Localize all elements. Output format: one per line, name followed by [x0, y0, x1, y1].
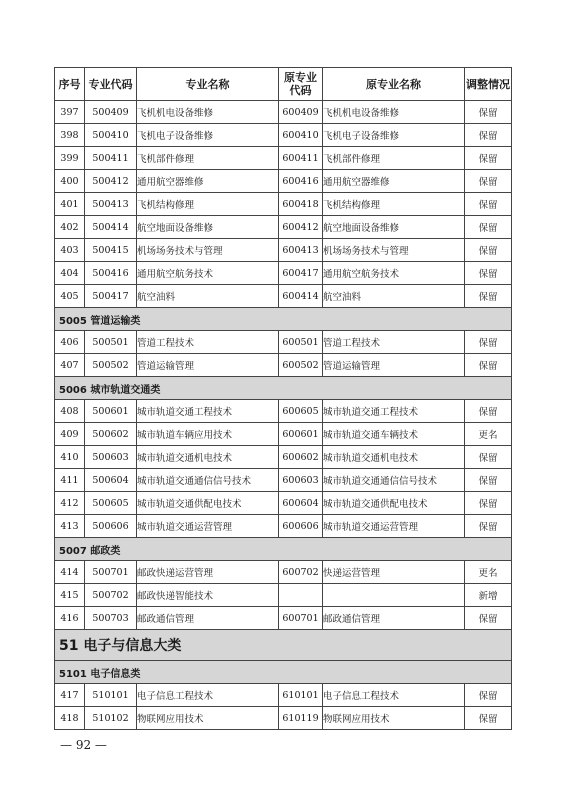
seq-cell: 400: [55, 170, 85, 193]
orig-code-cell: 600417: [279, 262, 323, 285]
status-cell: 保留: [465, 216, 512, 239]
table-row: [55, 170, 512, 193]
category-header-row: [55, 630, 512, 661]
code-cell: 500501: [85, 331, 137, 354]
name-cell: 电子信息工程技术: [137, 684, 279, 707]
table-row: [55, 423, 512, 446]
name-cell: 飞机机电设备维修: [137, 101, 279, 124]
orig-code-cell: 600414: [279, 285, 323, 308]
status-cell: 更名: [465, 561, 512, 584]
status-cell: 保留: [465, 469, 512, 492]
seq-cell: 416: [55, 607, 85, 630]
code-cell: 500702: [85, 584, 137, 607]
name-cell: 飞机部件修理: [137, 147, 279, 170]
code-cell: 500601: [85, 400, 137, 423]
code-cell: 500604: [85, 469, 137, 492]
seq-cell: 403: [55, 239, 85, 262]
status-cell: 保留: [465, 707, 512, 730]
orig-name-cell: [323, 584, 465, 607]
name-cell: 城市轨道交通工程技术: [137, 400, 279, 423]
seq-cell: 417: [55, 684, 85, 707]
status-cell: 保留: [465, 331, 512, 354]
name-cell: 管道工程技术: [137, 331, 279, 354]
status-cell: 保留: [465, 193, 512, 216]
code-cell: 500411: [85, 147, 137, 170]
section-title: 5101 电子信息类: [55, 661, 512, 684]
table-row: [55, 446, 512, 469]
orig-name-cell: 飞机机电设备维修: [323, 101, 465, 124]
name-cell: 飞机电子设备维修: [137, 124, 279, 147]
seq-cell: 410: [55, 446, 85, 469]
name-cell: 城市轨道交通机电技术: [137, 446, 279, 469]
subcategory-header-row: [55, 538, 512, 561]
code-cell: 500410: [85, 124, 137, 147]
orig-name-cell: 电子信息工程技术: [323, 684, 465, 707]
orig-code-cell: 600603: [279, 469, 323, 492]
code-cell: 500409: [85, 101, 137, 124]
section-title: 5006 城市轨道交通类: [55, 377, 512, 400]
orig-name-cell: 飞机结构修理: [323, 193, 465, 216]
orig-name-cell: 城市轨道交通运营管理: [323, 515, 465, 538]
table-row: [55, 584, 512, 607]
table-body: [55, 101, 512, 730]
seq-cell: 411: [55, 469, 85, 492]
table-row: [55, 354, 512, 377]
status-cell: 保留: [465, 515, 512, 538]
page-number: — 92 —: [60, 738, 107, 752]
status-cell: 保留: [465, 400, 512, 423]
orig-code-cell: 610119: [279, 707, 323, 730]
code-cell: 500701: [85, 561, 137, 584]
code-cell: 500602: [85, 423, 137, 446]
name-cell: 航空油料: [137, 285, 279, 308]
code-cell: 510101: [85, 684, 137, 707]
status-cell: 保留: [465, 239, 512, 262]
orig-name-cell: 快递运营管理: [323, 561, 465, 584]
table-header-row: [55, 68, 512, 101]
section-title: 5007 邮政类: [55, 538, 512, 561]
table-row: [55, 469, 512, 492]
orig-name-cell: 城市轨道交通工程技术: [323, 400, 465, 423]
table-row: [55, 400, 512, 423]
seq-cell: 399: [55, 147, 85, 170]
code-cell: 510102: [85, 707, 137, 730]
name-cell: 通用航空航务技术: [137, 262, 279, 285]
orig-code-cell: 600702: [279, 561, 323, 584]
orig-code-cell: 600605: [279, 400, 323, 423]
header-name: 专业名称: [137, 68, 279, 101]
orig-code-cell: 600602: [279, 446, 323, 469]
orig-code-cell: 600410: [279, 124, 323, 147]
code-cell: 500417: [85, 285, 137, 308]
orig-code-cell: 600411: [279, 147, 323, 170]
orig-code-cell: 600601: [279, 423, 323, 446]
header-orig-name: 原专业名称: [323, 68, 465, 101]
code-cell: 500416: [85, 262, 137, 285]
seq-cell: 408: [55, 400, 85, 423]
orig-code-cell: 600412: [279, 216, 323, 239]
seq-cell: 409: [55, 423, 85, 446]
table-row: [55, 147, 512, 170]
orig-code-cell: 600501: [279, 331, 323, 354]
orig-name-cell: 城市轨道交通机电技术: [323, 446, 465, 469]
table-row: [55, 262, 512, 285]
code-cell: 500603: [85, 446, 137, 469]
seq-cell: 413: [55, 515, 85, 538]
name-cell: 管道运输管理: [137, 354, 279, 377]
header-code: 专业代码: [85, 68, 137, 101]
table-row: [55, 561, 512, 584]
seq-cell: 405: [55, 285, 85, 308]
header-seq: 序号: [55, 68, 85, 101]
name-cell: 城市轨道交通通信信号技术: [137, 469, 279, 492]
name-cell: 城市轨道车辆应用技术: [137, 423, 279, 446]
seq-cell: 397: [55, 101, 85, 124]
name-cell: 物联网应用技术: [137, 707, 279, 730]
orig-code-cell: 600418: [279, 193, 323, 216]
orig-name-cell: 物联网应用技术: [323, 707, 465, 730]
status-cell: 保留: [465, 147, 512, 170]
orig-code-cell: 610101: [279, 684, 323, 707]
code-cell: 500605: [85, 492, 137, 515]
code-cell: 500502: [85, 354, 137, 377]
status-cell: 保留: [465, 492, 512, 515]
orig-name-cell: 航空地面设备维修: [323, 216, 465, 239]
orig-name-cell: 航空油料: [323, 285, 465, 308]
status-cell: 保留: [465, 684, 512, 707]
table-row: [55, 101, 512, 124]
status-cell: 保留: [465, 446, 512, 469]
table-row: [55, 124, 512, 147]
status-cell: 保留: [465, 285, 512, 308]
orig-code-cell: 600604: [279, 492, 323, 515]
orig-code-cell: 600701: [279, 607, 323, 630]
status-cell: 保留: [465, 170, 512, 193]
name-cell: 城市轨道交通供配电技术: [137, 492, 279, 515]
name-cell: 邮政快递运营管理: [137, 561, 279, 584]
code-cell: 500412: [85, 170, 137, 193]
status-cell: 保留: [465, 354, 512, 377]
seq-cell: 402: [55, 216, 85, 239]
code-cell: 500415: [85, 239, 137, 262]
seq-cell: 398: [55, 124, 85, 147]
subcategory-header-row: [55, 308, 512, 331]
table-row: [55, 684, 512, 707]
table-row: [55, 285, 512, 308]
section-title: 51 电子与信息大类: [55, 630, 512, 661]
seq-cell: 404: [55, 262, 85, 285]
code-cell: 500703: [85, 607, 137, 630]
orig-code-cell: 600606: [279, 515, 323, 538]
table-row: [55, 331, 512, 354]
table-row: [55, 607, 512, 630]
status-cell: 保留: [465, 607, 512, 630]
orig-name-cell: 管道运输管理: [323, 354, 465, 377]
table-row: [55, 515, 512, 538]
status-cell: 新增: [465, 584, 512, 607]
subcategory-header-row: [55, 377, 512, 400]
name-cell: 邮政通信管理: [137, 607, 279, 630]
header-status: 调整情况: [465, 68, 512, 101]
table-row: [55, 216, 512, 239]
orig-name-cell: 飞机电子设备维修: [323, 124, 465, 147]
table-row: [55, 193, 512, 216]
seq-cell: 412: [55, 492, 85, 515]
orig-name-cell: 管道工程技术: [323, 331, 465, 354]
orig-name-cell: 机场场务技术与管理: [323, 239, 465, 262]
subcategory-header-row: [55, 661, 512, 684]
header-orig-code: 原专业代码: [279, 68, 323, 101]
orig-name-cell: 通用航空航务技术: [323, 262, 465, 285]
name-cell: 飞机结构修理: [137, 193, 279, 216]
status-cell: 更名: [465, 423, 512, 446]
seq-cell: 414: [55, 561, 85, 584]
status-cell: 保留: [465, 101, 512, 124]
seq-cell: 407: [55, 354, 85, 377]
orig-code-cell: 600413: [279, 239, 323, 262]
table-row: [55, 492, 512, 515]
name-cell: 城市轨道交通运营管理: [137, 515, 279, 538]
code-cell: 500606: [85, 515, 137, 538]
orig-code-cell: 600502: [279, 354, 323, 377]
orig-name-cell: 城市轨道交通通信信号技术: [323, 469, 465, 492]
orig-name-cell: 城市轨道交通供配电技术: [323, 492, 465, 515]
code-cell: 500414: [85, 216, 137, 239]
status-cell: 保留: [465, 262, 512, 285]
name-cell: 航空地面设备维修: [137, 216, 279, 239]
section-title: 5005 管道运输类: [55, 308, 512, 331]
orig-code-cell: 600409: [279, 101, 323, 124]
orig-name-cell: 飞机部件修理: [323, 147, 465, 170]
orig-code-cell: [279, 584, 323, 607]
major-catalog-table: [54, 67, 512, 730]
seq-cell: 406: [55, 331, 85, 354]
orig-name-cell: 邮政通信管理: [323, 607, 465, 630]
table-row: [55, 239, 512, 262]
name-cell: 机场场务技术与管理: [137, 239, 279, 262]
seq-cell: 418: [55, 707, 85, 730]
seq-cell: 415: [55, 584, 85, 607]
orig-code-cell: 600416: [279, 170, 323, 193]
name-cell: 邮政快递智能技术: [137, 584, 279, 607]
table-row: [55, 707, 512, 730]
name-cell: 通用航空器维修: [137, 170, 279, 193]
code-cell: 500413: [85, 193, 137, 216]
orig-name-cell: 城市轨道交通车辆技术: [323, 423, 465, 446]
status-cell: 保留: [465, 124, 512, 147]
seq-cell: 401: [55, 193, 85, 216]
orig-name-cell: 通用航空器维修: [323, 170, 465, 193]
